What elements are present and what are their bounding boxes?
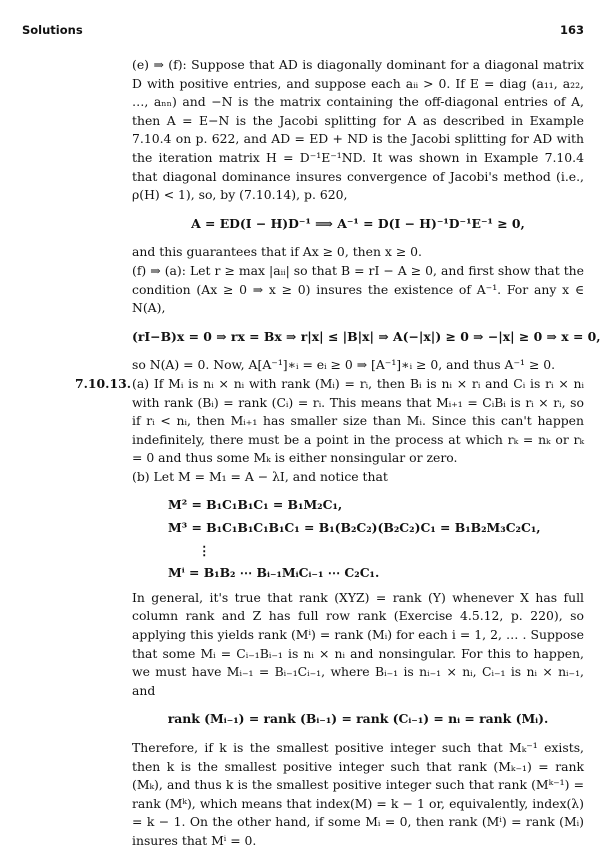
paragraph-general-rank: In general, it's true that rank (XYZ) = rank (Y) whenever X has full column rank and Z has full row rank (Exercise 4.5.12, p. 220), so applying this yields rank (Mⁱ) = rank (Mᵢ) for each i = 1, 2, … . Suppose that some Mᵢ = Cᵢ₋₁Bᵢ₋₁ is nᵢ × nᵢ and nonsingular. For this to happen, we must have Mᵢ₋₁ = Bᵢ₋₁Cᵢ₋₁, where Bᵢ₋₁ is nᵢ₋₁ × nᵢ, Cᵢ₋₁ is nᵢ × nᵢ₋₁, and — [132, 589, 584, 698]
exercise-block — [75, 375, 584, 468]
paragraph-e-implies-f: (e) ⇒ (f): Suppose that AD is diagonally dominant for a diagonal matrix D with positive entries, and suppose each aᵢᵢ > 0. If E = diag (a₁₁, a₂₂, …, aₙₙ) and −N is the matrix containing the off-diagonal entries of A, then A = E−N is the Jacobi splitting for A as described in Example 7.10.4 on p. 622, and AD = ED + ND is the Jacobi splitting for AD with the iteration matrix H = D⁻¹E⁻¹ND. It was shown in Example 7.10.4 that diagonal dominance insures convergence of Jacobi's method (i.e., ρ(H) < 1), so, by (7.10.14), p. 620, — [132, 57, 584, 203]
running-header-section: Solutions — [22, 23, 83, 37]
align-line: M³ = B₁C₁B₁C₁B₁C₁ = B₁(B₂C₂)(B₂C₂)C₁ = B₁B₂M₃C₂C₁, — [168, 520, 541, 536]
paragraph-nullspace-conclusion: so N(A) = 0. Now, A[A⁻¹]∗ᵢ = eᵢ ≥ 0 ⇒ [A⁻¹]∗ᵢ ≥ 0, and thus A⁻¹ ≥ 0. — [132, 357, 556, 373]
paragraph-part-b: (b) Let M = M₁ = A − λI, and notice that — [132, 468, 388, 484]
paragraph-part-a: (a) If Mᵢ is nᵢ × nᵢ with rank (Mᵢ) = rᵢ, then Bᵢ is nᵢ × rᵢ and Cᵢ is rᵢ × nᵢ with rank (Bᵢ) = rank (Cᵢ) = rᵢ. This means that Mᵢ₊₁ = CᵢBᵢ is rᵢ × rᵢ, so if rᵢ < nᵢ, then Mᵢ₊₁ has smaller size than Mᵢ. Since this can't happen indefinitely, there must be a point in the process at which rₖ = nₖ or rₖ = 0 and thus some Mₖ is either nonsingular or zero. — [132, 375, 584, 466]
align-line: Mⁱ = B₁B₂ ⋯ Bᵢ₋₁MᵢCᵢ₋₁ ⋯ C₂C₁. — [168, 565, 380, 581]
solution-text — [75, 56, 601, 851]
aligned-equations — [168, 496, 584, 582]
paragraph-therefore: Therefore, if k is the smallest positive integer such that Mₖ⁻¹ exists, then k is the smallest positive integer such that rank (Mₖ₋₁) = rank (Mₖ), and thus k is the smallest positive integer such that rank (Mᵏ⁻¹) = rank (Mᵏ), which means that index(M) = k − 1 or, equivalently, index(λ) = k − 1. On the other hand, if some Mᵢ = 0, then rank (Mⁱ) = rank (Mᵢ) insures that Mⁱ = 0. — [132, 740, 584, 848]
exercise-number: 7.10.13. — [75, 375, 132, 391]
equation-nullspace-chain: (rI−B)x = 0 ⇒ rx = Bx ⇒ r|x| ≤ |B|x| ⇒ A(−|x|) ≥ 0 ⇒ −|x| ≥ 0 ⇒ x = 0, — [132, 328, 601, 344]
page-number: 163 — [559, 23, 584, 37]
equation-rank-equality: rank (Mᵢ₋₁) = rank (Bᵢ₋₁) = rank (Cᵢ₋₁) = nᵢ = rank (Mᵢ). — [167, 711, 549, 727]
align-line: M² = B₁C₁B₁C₁ = B₁M₂C₁, — [168, 497, 343, 513]
paragraph-guarantee: and this guarantees that if Ax ≥ 0, then x ≥ 0. — [132, 244, 422, 260]
paragraph-f-implies-a: (f) ⇒ (a): Let r ≥ max |aᵢᵢ| so that B = rI − A ≥ 0, and first show that the condition (Ax ≥ 0 ⇒ x ≥ 0) insures the existence of A⁻¹. For any x ∈ N(A), — [132, 262, 584, 316]
equation-inverse-nonnegative: A = ED(I − H)D⁻¹ ⟹ A⁻¹ = D(I − H)⁻¹D⁻¹E⁻¹ ≥ 0, — [191, 215, 525, 231]
align-line: ⋮ — [198, 542, 211, 558]
